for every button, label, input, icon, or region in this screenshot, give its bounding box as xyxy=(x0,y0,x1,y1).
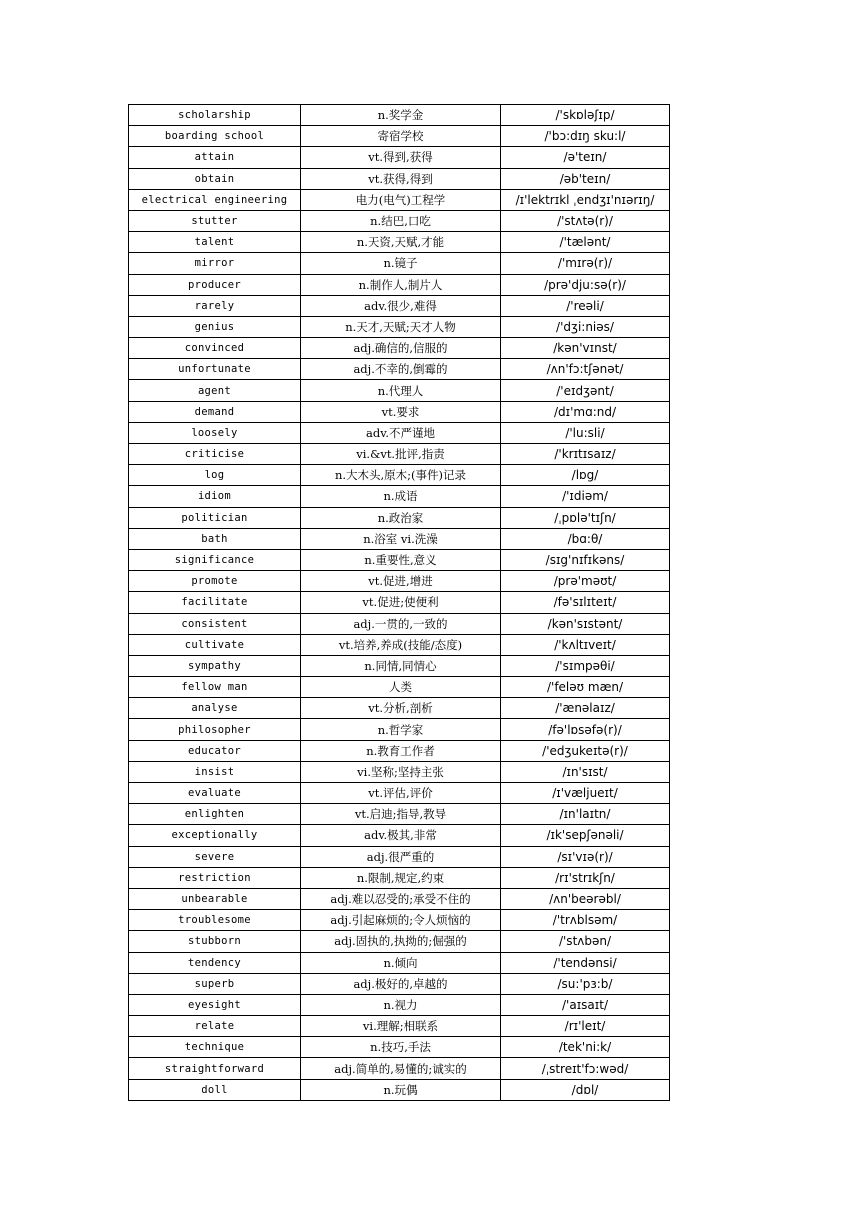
vocab-phonetic: /'reəli/ xyxy=(501,295,670,316)
vocab-meaning: vt.促进;使便利 xyxy=(301,592,501,613)
vocab-phonetic: /'skɒləʃɪp/ xyxy=(501,105,670,126)
vocab-meaning: n.镜子 xyxy=(301,253,501,274)
table-row xyxy=(129,973,670,994)
table-row xyxy=(129,232,670,253)
table-row xyxy=(129,338,670,359)
table-row xyxy=(129,888,670,909)
table-row xyxy=(129,719,670,740)
vocab-phonetic: /'krɪtɪsaɪz/ xyxy=(501,444,670,465)
vocab-phonetic: /'tælənt/ xyxy=(501,232,670,253)
vocab-phonetic: /'eɪdʒənt/ xyxy=(501,380,670,401)
table-row xyxy=(129,486,670,507)
vocab-word: convinced xyxy=(129,338,301,359)
vocab-meaning: n.玩偶 xyxy=(301,1079,501,1100)
vocab-word: producer xyxy=(129,274,301,295)
table-row xyxy=(129,465,670,486)
vocab-meaning: vi.理解;相联系 xyxy=(301,1016,501,1037)
vocab-meaning: vt.培养,养成(技能/态度) xyxy=(301,634,501,655)
vocab-word: consistent xyxy=(129,613,301,634)
vocab-meaning: n.天资,天赋,才能 xyxy=(301,232,501,253)
vocab-word: criticise xyxy=(129,444,301,465)
vocab-phonetic: /ʌn'beərəbl/ xyxy=(501,888,670,909)
table-row xyxy=(129,613,670,634)
vocab-phonetic: /sɪg'nɪfɪkəns/ xyxy=(501,549,670,570)
vocab-meaning: n.成语 xyxy=(301,486,501,507)
vocab-meaning: n.政治家 xyxy=(301,507,501,528)
table-row xyxy=(129,422,670,443)
vocab-word: genius xyxy=(129,316,301,337)
table-row xyxy=(129,867,670,888)
vocab-word: enlighten xyxy=(129,804,301,825)
vocab-meaning: adj.极好的,卓越的 xyxy=(301,973,501,994)
vocab-meaning: adj.引起麻烦的;令人烦恼的 xyxy=(301,910,501,931)
vocab-phonetic: /ə'teɪn/ xyxy=(501,147,670,168)
vocab-meaning: 寄宿学校 xyxy=(301,126,501,147)
table-row xyxy=(129,698,670,719)
vocab-phonetic: /fə'sɪlɪteɪt/ xyxy=(501,592,670,613)
vocab-meaning: n.同情,同情心 xyxy=(301,655,501,676)
vocab-meaning: vt.启迪;指导,教导 xyxy=(301,804,501,825)
vocab-word: fellow man xyxy=(129,677,301,698)
vocab-phonetic: /ʌn'fɔ:tʃənət/ xyxy=(501,359,670,380)
vocab-phonetic: /ˌpɒlə'tɪʃn/ xyxy=(501,507,670,528)
table-row xyxy=(129,1058,670,1079)
vocab-word: technique xyxy=(129,1037,301,1058)
vocab-word: stubborn xyxy=(129,931,301,952)
vocab-meaning: n.重要性,意义 xyxy=(301,549,501,570)
vocab-word: philosopher xyxy=(129,719,301,740)
vocab-word: insist xyxy=(129,761,301,782)
vocab-phonetic: /'edʒukeɪtə(r)/ xyxy=(501,740,670,761)
vocab-meaning: adj.不幸的,倒霉的 xyxy=(301,359,501,380)
table-row xyxy=(129,740,670,761)
table-row xyxy=(129,444,670,465)
vocab-word: educator xyxy=(129,740,301,761)
vocab-word: tendency xyxy=(129,952,301,973)
table-row xyxy=(129,783,670,804)
vocab-meaning: n.视力 xyxy=(301,994,501,1015)
table-row xyxy=(129,528,670,549)
vocab-phonetic: /bɑ:θ/ xyxy=(501,528,670,549)
vocab-phonetic: /prə'dju:sə(r)/ xyxy=(501,274,670,295)
vocab-meaning: n.大木头,原木;(事件)记录 xyxy=(301,465,501,486)
vocab-word: unfortunate xyxy=(129,359,301,380)
vocab-meaning: n.哲学家 xyxy=(301,719,501,740)
table-row xyxy=(129,825,670,846)
vocab-phonetic: /sɪ'vɪə(r)/ xyxy=(501,846,670,867)
vocab-phonetic: /'sɪmpəθi/ xyxy=(501,655,670,676)
table-row xyxy=(129,295,670,316)
vocab-word: superb xyxy=(129,973,301,994)
vocab-phonetic: /'kʌltɪveɪt/ xyxy=(501,634,670,655)
vocab-word: mirror xyxy=(129,253,301,274)
table-row xyxy=(129,846,670,867)
table-row xyxy=(129,994,670,1015)
table-row xyxy=(129,910,670,931)
vocab-word: evaluate xyxy=(129,783,301,804)
vocab-word: idiom xyxy=(129,486,301,507)
vocab-phonetic: /prə'məʊt/ xyxy=(501,571,670,592)
table-row xyxy=(129,359,670,380)
vocab-word: cultivate xyxy=(129,634,301,655)
vocab-meaning: 人类 xyxy=(301,677,501,698)
vocab-word: electrical engineering xyxy=(129,189,301,210)
vocab-meaning: vt.分析,剖析 xyxy=(301,698,501,719)
vocab-word: promote xyxy=(129,571,301,592)
vocab-phonetic: /'bɔ:dɪŋ sku:l/ xyxy=(501,126,670,147)
table-row xyxy=(129,634,670,655)
table-row xyxy=(129,147,670,168)
vocab-word: stutter xyxy=(129,210,301,231)
vocab-word: loosely xyxy=(129,422,301,443)
table-row xyxy=(129,571,670,592)
vocab-phonetic: /ɪn'laɪtn/ xyxy=(501,804,670,825)
vocab-word: politician xyxy=(129,507,301,528)
vocab-phonetic: /dɒl/ xyxy=(501,1079,670,1100)
vocab-word: obtain xyxy=(129,168,301,189)
table-row xyxy=(129,316,670,337)
table-row xyxy=(129,189,670,210)
vocab-word: eyesight xyxy=(129,994,301,1015)
vocab-meaning: n.结巴,口吃 xyxy=(301,210,501,231)
vocab-meaning: vt.获得,得到 xyxy=(301,168,501,189)
table-row xyxy=(129,761,670,782)
vocab-phonetic: /ɪk'sepʃənəli/ xyxy=(501,825,670,846)
vocab-phonetic: /kən'vɪnst/ xyxy=(501,338,670,359)
vocab-meaning: n.限制,规定,约束 xyxy=(301,867,501,888)
vocab-word: straightforward xyxy=(129,1058,301,1079)
table-row xyxy=(129,677,670,698)
vocab-phonetic: /əb'teɪn/ xyxy=(501,168,670,189)
vocab-phonetic: /'aɪsaɪt/ xyxy=(501,994,670,1015)
vocab-word: talent xyxy=(129,232,301,253)
vocab-phonetic: /'mɪrə(r)/ xyxy=(501,253,670,274)
vocab-meaning: adj.确信的,信服的 xyxy=(301,338,501,359)
vocab-phonetic: /'feləʊ mæn/ xyxy=(501,677,670,698)
table-row xyxy=(129,105,670,126)
vocab-word: analyse xyxy=(129,698,301,719)
vocab-word: demand xyxy=(129,401,301,422)
vocab-meaning: vi.坚称;坚持主张 xyxy=(301,761,501,782)
table-row xyxy=(129,952,670,973)
table-row xyxy=(129,380,670,401)
vocab-meaning: adv.很少,难得 xyxy=(301,295,501,316)
vocab-meaning: adj.很严重的 xyxy=(301,846,501,867)
vocab-meaning: n.技巧,手法 xyxy=(301,1037,501,1058)
vocab-meaning: vt.促进,增进 xyxy=(301,571,501,592)
vocab-word: doll xyxy=(129,1079,301,1100)
vocab-meaning: n.倾向 xyxy=(301,952,501,973)
vocab-meaning: n.教育工作者 xyxy=(301,740,501,761)
vocab-meaning: 电力(电气)工程学 xyxy=(301,189,501,210)
vocab-phonetic: /'tendənsi/ xyxy=(501,952,670,973)
table-row xyxy=(129,1079,670,1100)
vocab-phonetic: /'lu:sli/ xyxy=(501,422,670,443)
vocab-meaning: adv.不严谨地 xyxy=(301,422,501,443)
vocab-phonetic: /ɪ'væljueɪt/ xyxy=(501,783,670,804)
table-row xyxy=(129,210,670,231)
table-row xyxy=(129,401,670,422)
vocab-word: agent xyxy=(129,380,301,401)
vocab-word: sympathy xyxy=(129,655,301,676)
vocab-word: rarely xyxy=(129,295,301,316)
vocab-phonetic: /ɪn'sɪst/ xyxy=(501,761,670,782)
vocabulary-table xyxy=(128,104,670,1101)
vocab-word: facilitate xyxy=(129,592,301,613)
vocab-meaning: vt.得到,获得 xyxy=(301,147,501,168)
table-row xyxy=(129,1037,670,1058)
vocab-phonetic: /kən'sɪstənt/ xyxy=(501,613,670,634)
vocab-phonetic: /su:'pɜ:b/ xyxy=(501,973,670,994)
vocab-meaning: vi.&vt.批评,指责 xyxy=(301,444,501,465)
vocab-meaning: adj.一贯的,一致的 xyxy=(301,613,501,634)
vocab-word: exceptionally xyxy=(129,825,301,846)
vocab-phonetic: /lɒg/ xyxy=(501,465,670,486)
vocab-word: attain xyxy=(129,147,301,168)
table-row xyxy=(129,804,670,825)
table-row xyxy=(129,507,670,528)
vocab-phonetic: /ɪ'lektrɪkl ˌendʒɪ'nɪərɪŋ/ xyxy=(501,189,670,210)
vocab-meaning: vt.要求 xyxy=(301,401,501,422)
vocab-meaning: n.浴室 vi.洗澡 xyxy=(301,528,501,549)
table-row xyxy=(129,592,670,613)
table-row xyxy=(129,274,670,295)
table-row xyxy=(129,253,670,274)
vocab-phonetic: /'trʌblsəm/ xyxy=(501,910,670,931)
vocab-meaning: n.天才,天赋;天才人物 xyxy=(301,316,501,337)
vocab-meaning: adj.固执的,执拗的;倔强的 xyxy=(301,931,501,952)
vocab-meaning: n.奖学金 xyxy=(301,105,501,126)
vocab-meaning: adj.难以忍受的;承受不住的 xyxy=(301,888,501,909)
vocab-phonetic: /'stʌtə(r)/ xyxy=(501,210,670,231)
vocab-meaning: adv.极其,非常 xyxy=(301,825,501,846)
table-row xyxy=(129,655,670,676)
vocab-phonetic: /'dʒi:niəs/ xyxy=(501,316,670,337)
vocab-word: relate xyxy=(129,1016,301,1037)
vocab-word: significance xyxy=(129,549,301,570)
vocab-word: scholarship xyxy=(129,105,301,126)
vocab-phonetic: /fə'lɒsəfə(r)/ xyxy=(501,719,670,740)
vocab-word: unbearable xyxy=(129,888,301,909)
table-row xyxy=(129,168,670,189)
vocab-phonetic: /rɪ'strɪkʃn/ xyxy=(501,867,670,888)
vocab-word: log xyxy=(129,465,301,486)
table-row xyxy=(129,549,670,570)
table-row xyxy=(129,1016,670,1037)
vocab-phonetic: /tek'ni:k/ xyxy=(501,1037,670,1058)
vocab-phonetic: /'stʌbən/ xyxy=(501,931,670,952)
vocab-meaning: n.代理人 xyxy=(301,380,501,401)
vocab-word: troublesome xyxy=(129,910,301,931)
table-row xyxy=(129,931,670,952)
vocab-phonetic: /dɪ'mɑ:nd/ xyxy=(501,401,670,422)
vocab-word: boarding school xyxy=(129,126,301,147)
vocab-word: bath xyxy=(129,528,301,549)
vocab-meaning: vt.评估,评价 xyxy=(301,783,501,804)
vocab-meaning: n.制作人,制片人 xyxy=(301,274,501,295)
table-row xyxy=(129,126,670,147)
vocab-phonetic: /rɪ'leɪt/ xyxy=(501,1016,670,1037)
vocab-phonetic: /'ænəlaɪz/ xyxy=(501,698,670,719)
vocab-phonetic: /ˌstreɪt'fɔ:wəd/ xyxy=(501,1058,670,1079)
vocab-word: severe xyxy=(129,846,301,867)
vocab-phonetic: /'ɪdiəm/ xyxy=(501,486,670,507)
vocab-word: restriction xyxy=(129,867,301,888)
vocabulary-table-body xyxy=(129,105,670,1101)
vocab-meaning: adj.简单的,易懂的;诚实的 xyxy=(301,1058,501,1079)
